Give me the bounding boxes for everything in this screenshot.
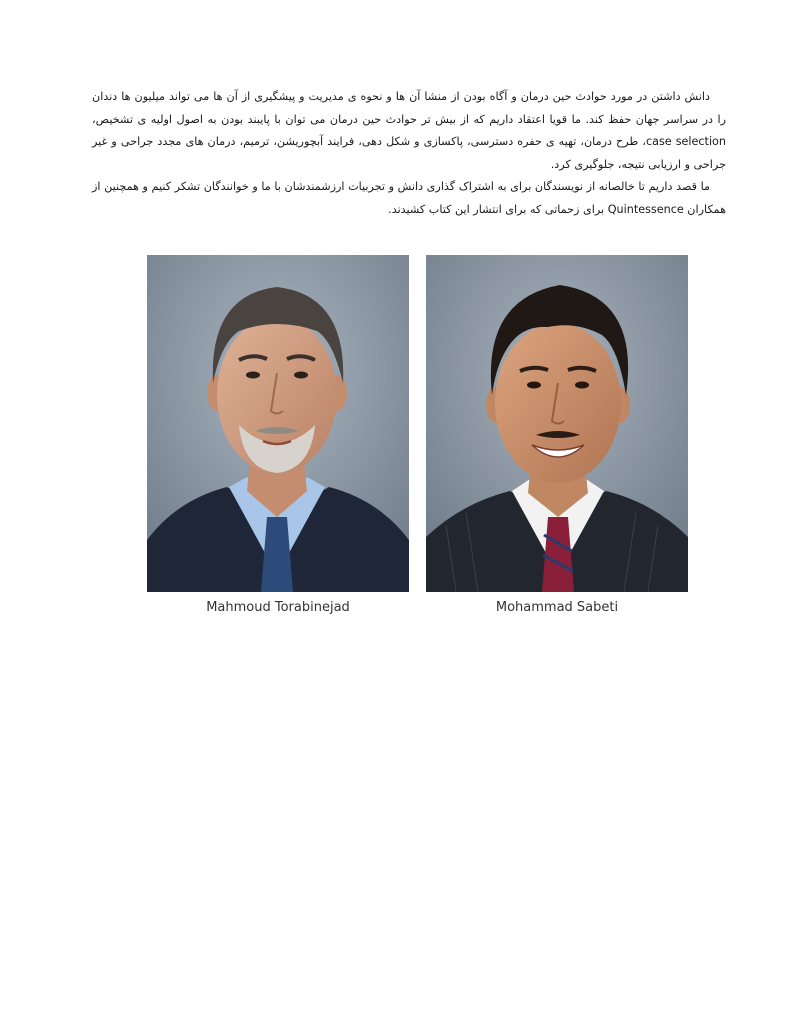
portrait-photo-torabinejad — [147, 255, 409, 592]
preface-text — [92, 86, 726, 221]
paragraph-2: ما قصد داریم تا خالصانه از نویسندگان برای به اشتراک گذاری دانش و تجربیات ارزشمندشان با ما و خوانندگان تشکر کنیم و همچنین از همکاران Quintessence برای زحماتی که برای انتشار این کتاب کشیدند. — [92, 180, 726, 216]
portrait-photo-sabeti — [426, 255, 688, 592]
caption-sabeti: Mohammad Sabeti — [495, 600, 619, 615]
paragraph-1: دانش داشتن در مورد حوادث حین درمان و آگاه بودن از منشا آن ها و نحوه ی مدیریت و پیشگیری از آن ها می تواند میلیون ها دندان را در سراسر جهان حفظ کند. ما قویا اعتقاد داریم که از بیش تر حوادث حین درمان می توان با پایبند بودن به اصول اولیه ی تشخیص، case selection، طرح درمان، تهیه ی حفره دسترسی، پاکسازی و شکل دهی، فرایند آبچوریشن، ترمیم، درمان های مجدد جراحی و غیر جراحی و ارزیابی نتیجه، جلوگیری کرد. — [92, 90, 726, 171]
caption-torabinejad: Mahmoud Torabinejad — [206, 600, 350, 615]
